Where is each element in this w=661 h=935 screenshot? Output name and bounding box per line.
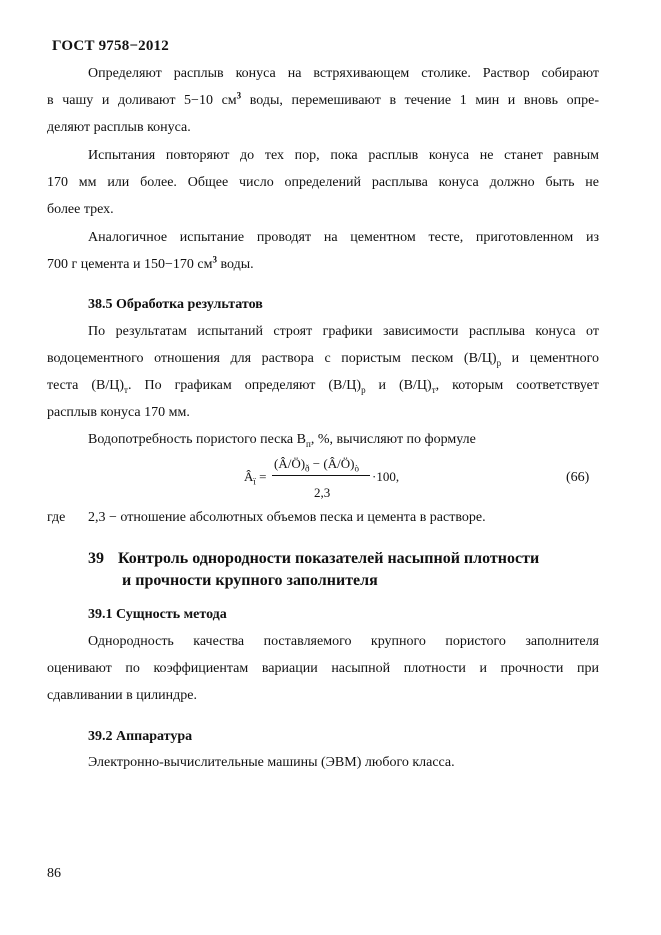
paragraph-line: По результатам испытаний строят графики зависимости расплыва конуса от (88, 324, 599, 339)
formula-denominator: 2,3 (314, 485, 331, 500)
equation-number: (66) (566, 470, 590, 485)
paragraph-line: деляют расплыв конуса. (47, 120, 191, 135)
paragraph-line: расплыв конуса 170 мм. (47, 405, 190, 420)
section-title-line: и прочности крупного заполнителя (122, 572, 378, 589)
paragraph-line: Однородность качества поставляемого крупного пористого заполнителя (88, 634, 599, 649)
section-title-line: Контроль однородности показателей насыпной плотности (118, 550, 540, 567)
paragraph-line: Электронно-вычислительные машины (ЭВМ) любого класса. (88, 755, 455, 770)
paragraph-line: 700 г цемента и 150−170 $см^3$ воды. (47, 254, 254, 272)
paragraph-line: сдавливании в цилиндре. (47, 688, 197, 703)
formula-numerator: $(Â/Ö)_ð$ − $(Â/Ö)_ò$ (274, 456, 359, 474)
paragraph-line: теста $(В/Ц)_т$. По графикам определяют $(В/Ц)_р$ и $(В/Ц)_т$, которым соответствует (47, 378, 599, 395)
section-heading: 39.1 Сущность метода (88, 607, 227, 622)
paragraph-line: более трех. (47, 202, 114, 217)
paragraph-line: Испытания повторяют до тех пор, пока расплыв конуса не станет равным (88, 148, 599, 163)
formula-66 (244, 452, 414, 500)
fraction-bar (272, 475, 370, 476)
paragraph-line: Определяют расплыв конуса на встряхивающем столике. Раствор собирают (88, 66, 599, 81)
paragraph-line: 170 мм или более. Общее число определений расплыва конуса должно быть не (47, 175, 599, 190)
section-heading: 39.2 Аппаратура (88, 729, 193, 744)
standard-header: ГОСТ 9758−2012 (52, 38, 169, 54)
paragraph-line: Водопотребность пористого песка $В_п$, %, вычисляют по формуле (88, 432, 476, 449)
paragraph-line: в чашу и доливают 5−10 $см^3$ воды, перемешивают в течение 1 мин и вновь опре- (47, 90, 599, 108)
formula-multiplier: ·100, (372, 469, 400, 484)
where-text: 2,3 − отношение абсолютных объемов песка и цемента в растворе. (88, 510, 486, 525)
where-label: где (47, 510, 66, 525)
paragraph-line: оценивают по коэффициентам вариации насыпной плотности и прочности при (47, 661, 599, 676)
section-heading: 38.5 Обработка результатов (88, 297, 263, 312)
page-number: 86 (47, 866, 61, 881)
paragraph-line: водоцементного отношения для раствора с пористым песком $(В/Ц)_р$ и цементного (47, 351, 599, 368)
paragraph-line: Аналогичное испытание проводят на цементном тесте, приготовленном из (88, 230, 599, 245)
section-number: 39 (88, 550, 104, 567)
formula-lhs: $Â_ï$ = (244, 469, 267, 487)
